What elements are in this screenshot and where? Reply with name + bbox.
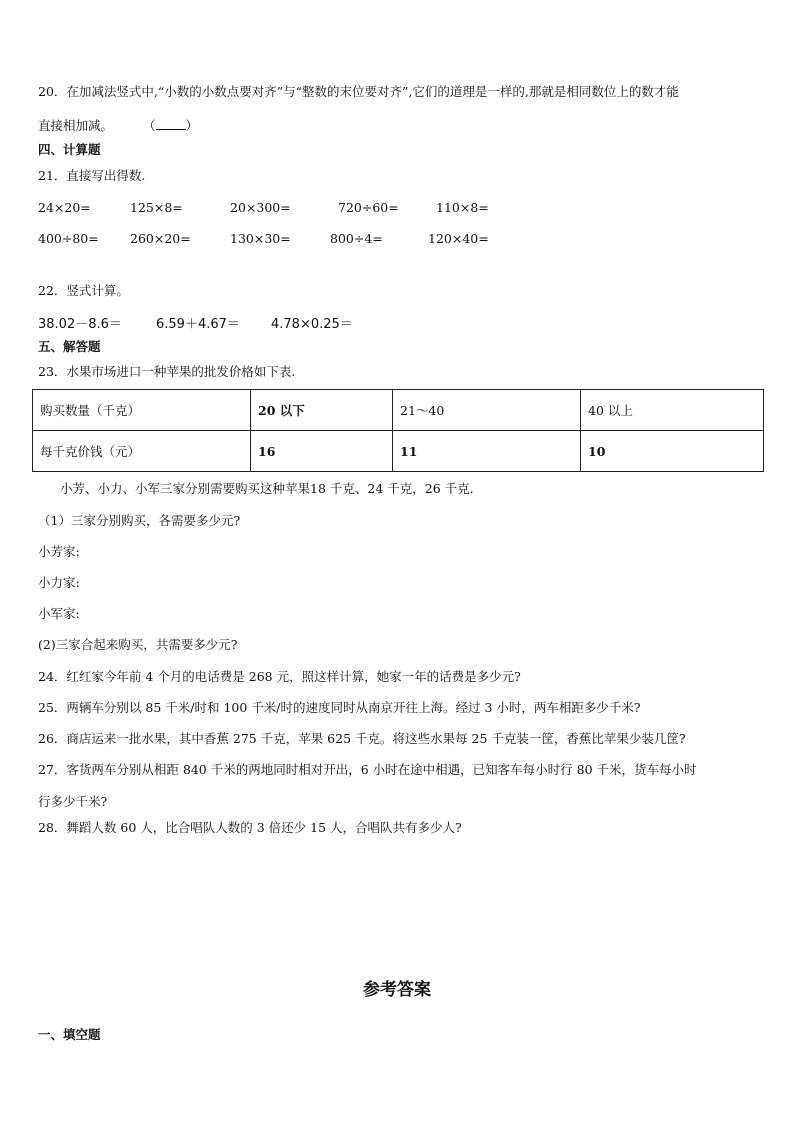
table-cell: 40 以上	[581, 390, 764, 431]
q20-paren-open: （	[143, 118, 156, 133]
q21-title: 21．直接写出得数.	[38, 168, 146, 183]
q27-line1: 27．客货两车分别从相距 840 千米的两地同时相对开出，6 小时在途中相遇，已知客车每小时行 80 千米，货车每小时	[38, 762, 697, 777]
q23-sub2: (2)三家合起来购买，共需要多少元?	[38, 637, 238, 652]
q20-text: 直接相加减。	[38, 118, 114, 133]
q22-item: 38.02－8.6＝	[38, 317, 122, 332]
price-table	[32, 389, 764, 472]
answers-title: 参考答案	[363, 980, 431, 1000]
q23-title: 23．水果市场进口一种苹果的批发价格如下表.	[38, 364, 296, 379]
q24-text: 24．红红家今年前 4 个月的电话费是 268 元，照这样计算，她家一年的话费是多少元?	[38, 669, 521, 684]
section-4-heading: 四、计算题	[38, 142, 101, 157]
table-row	[33, 431, 764, 472]
table-cell: 21～40	[393, 390, 581, 431]
section-5-heading: 五、解答题	[38, 339, 101, 354]
q21-item: 130×30=	[230, 231, 291, 246]
q25-text: 25．两辆车分别以 85 千米/时和 100 千米/时的速度同时从南京开往上海。经过 3 小时，两车相距多少千米?	[38, 700, 641, 715]
q23-jun: 小军家:	[38, 606, 80, 621]
q21-item: 24×20=	[38, 200, 91, 215]
q20-line1: 20．在加减法竖式中,“小数的小数点要对齐”与“整数的末位要对齐”,它们的道理是一样的,那就是相同数位上的数才能	[38, 84, 679, 99]
table-row	[33, 390, 764, 431]
table-cell: 11	[393, 431, 581, 472]
q21-item: 125×8=	[130, 200, 183, 215]
q21-item: 720÷60=	[338, 200, 399, 215]
q21-item: 120×40=	[428, 231, 489, 246]
q23-sub1: （1）三家分别购买，各需要多少元?	[38, 513, 241, 528]
table-cell: 16	[251, 431, 393, 472]
q23-fang: 小芳家:	[38, 544, 80, 559]
q21-item: 400÷80=	[38, 231, 99, 246]
q22-item: 4.78×0.25＝	[271, 317, 353, 332]
table-cell: 每千克价钱（元）	[33, 431, 251, 472]
q22-item: 6.59＋4.67＝	[156, 317, 240, 332]
answers-section-1: 一、填空题	[38, 1027, 101, 1042]
q20-answer-blank[interactable]	[156, 117, 186, 130]
table-cell: 20 以下	[251, 390, 393, 431]
q21-item: 20×300=	[230, 200, 291, 215]
q20-line2	[38, 117, 198, 134]
q23-li: 小力家:	[38, 575, 80, 590]
q21-item: 800÷4=	[330, 231, 383, 246]
table-cell: 购买数量（千克）	[33, 390, 251, 431]
q20-paren-close: ）	[185, 118, 199, 133]
q21-item: 260×20=	[130, 231, 191, 246]
q21-item: 110×8=	[436, 200, 489, 215]
q27-line2: 行多少千米?	[38, 794, 108, 809]
q22-title: 22．竖式计算。	[38, 283, 129, 298]
q23-description: 小芳、小力、小军三家分别需要购买这种苹果18 千克、24 千克，26 千克.	[60, 481, 474, 496]
q26-text: 26．商店运来一批水果，其中香蕉 275 千克，苹果 625 千克。将这些水果每 25 千克装一筐，香蕉比苹果少装几筐?	[38, 731, 686, 746]
table-cell: 10	[581, 431, 764, 472]
q28-text: 28．舞蹈人数 60 人，比合唱队人数的 3 倍还少 15 人，合唱队共有多少人?	[38, 820, 462, 835]
